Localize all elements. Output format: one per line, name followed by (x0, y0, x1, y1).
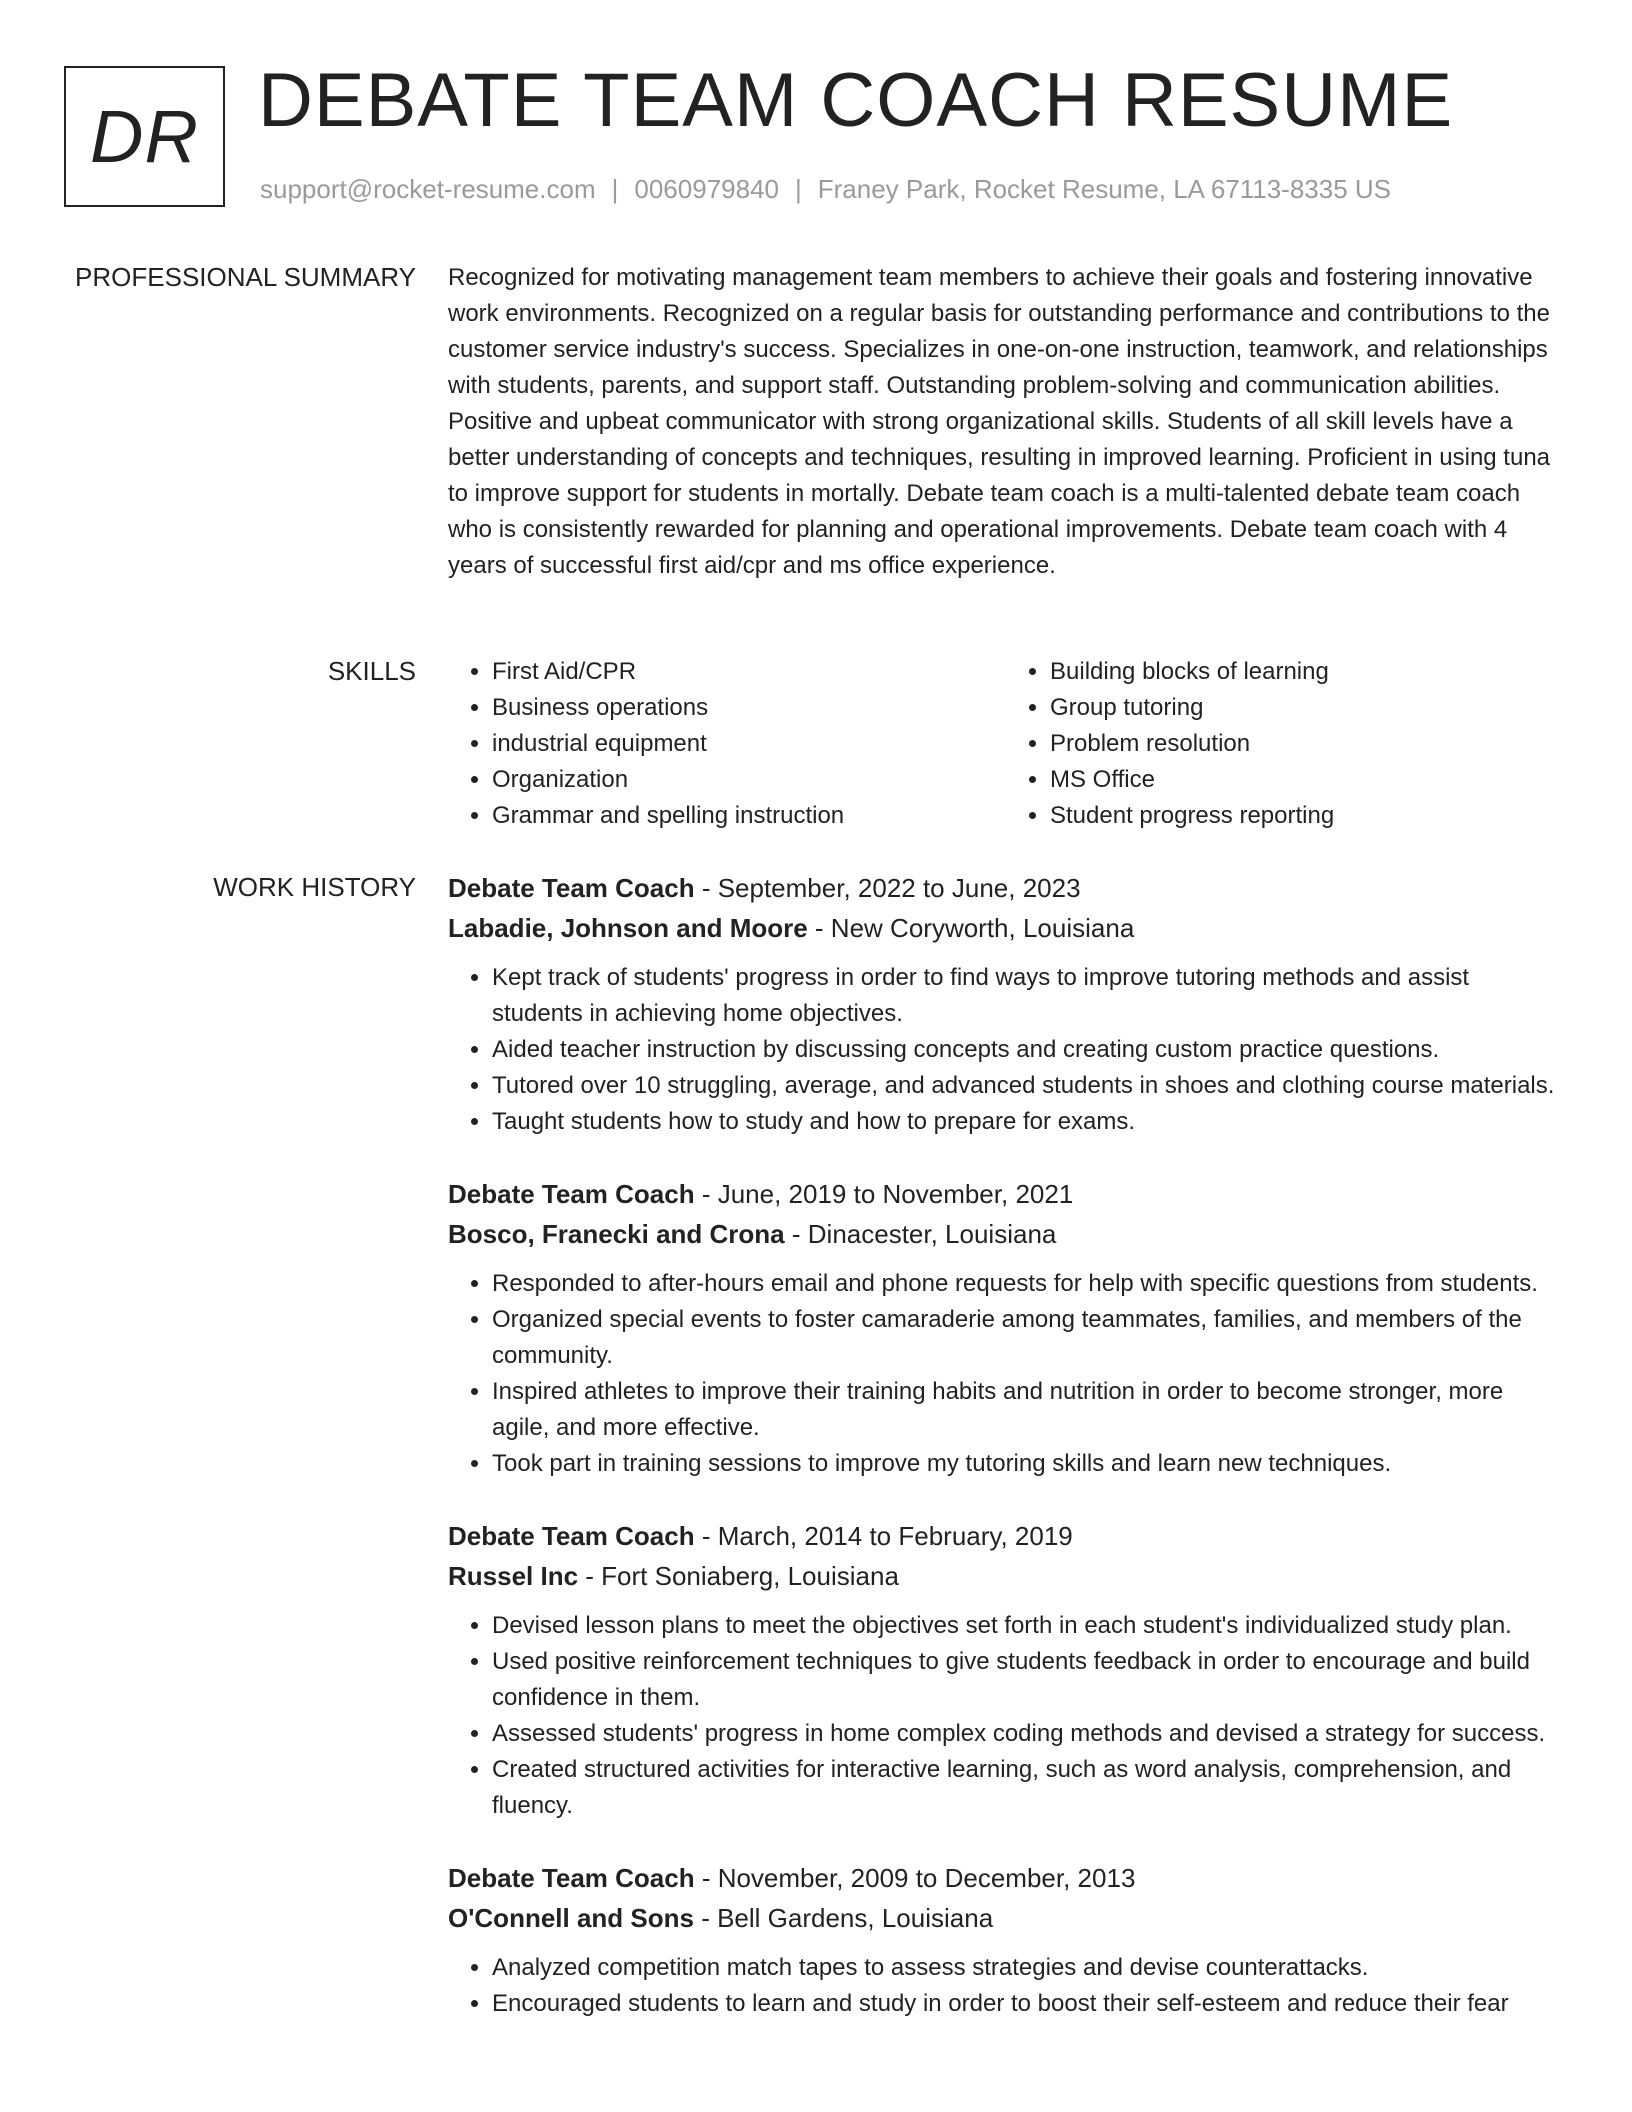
job-dates: - November, 2009 to December, 2013 (694, 1863, 1136, 1893)
job-bullet: • Kept track of students' progress in order to find ways to improve tutoring methods and assist students in achieving home objectives. (492, 960, 1564, 1032)
job-company: Labadie, Johnson and Moore (448, 913, 808, 943)
skill-item: • Organization (492, 762, 1006, 798)
job-bullets (448, 960, 1564, 1140)
job-bullet: • Used positive reinforcement techniques to give students feedback in order to encourage and build confidence in them. (492, 1644, 1564, 1716)
work-history-body (448, 868, 1564, 2056)
skill-item: • Group tutoring (1050, 690, 1564, 726)
page-title: DEBATE TEAM COACH RESUME (258, 58, 1454, 143)
job-location: - Fort Soniaberg, Louisiana (578, 1561, 899, 1591)
job-title: Debate Team Coach (448, 1179, 695, 1209)
job-title: Debate Team Coach (448, 1521, 695, 1551)
section-label-skills: SKILLS (327, 656, 416, 686)
job-bullet: • Took part in training sessions to improve my tutoring skills and learn new techniques. (492, 1446, 1564, 1482)
summary-body (448, 260, 1564, 584)
job-entry (448, 1516, 1564, 1824)
job-bullet: • Encouraged students to learn and study in order to boost their self-esteem and reduce their fear (492, 1986, 1564, 2022)
contact-line (260, 174, 1391, 205)
job-bullets (448, 1608, 1564, 1824)
skill-item: • industrial equipment (492, 726, 1006, 762)
skills-list-left (448, 654, 1006, 834)
job-bullet: • Taught students how to study and how to prepare for exams. (492, 1104, 1564, 1140)
skill-item: • Problem resolution (1050, 726, 1564, 762)
job-employer (448, 1556, 1564, 1596)
skills-body (448, 654, 1564, 834)
job-bullet: • Inspired athletes to improve their training habits and nutrition in order to become stronger, more agile, and more effective. (492, 1374, 1564, 1446)
contact-separator: | (611, 174, 619, 204)
job-location: - New Coryworth, Louisiana (807, 913, 1135, 943)
job-heading (448, 1858, 1564, 1898)
skills-list-right (1006, 654, 1564, 834)
job-bullet: • Organized special events to foster camaraderie among teammates, families, and members of the community. (492, 1302, 1564, 1374)
job-dates: - September, 2022 to June, 2023 (694, 873, 1081, 903)
job-company: O'Connell and Sons (448, 1903, 694, 1933)
job-employer (448, 1214, 1564, 1254)
monogram-logo: DR (64, 66, 225, 207)
section-label-work-history: WORK HISTORY (213, 872, 416, 902)
job-bullets (448, 1950, 1564, 2022)
job-bullet: • Created structured activities for interactive learning, such as word analysis, comprehension, and fluency. (492, 1752, 1564, 1824)
job-employer (448, 1898, 1564, 1938)
job-bullet: • Analyzed competition match tapes to assess strategies and devise counterattacks. (492, 1950, 1564, 1986)
skill-item: • Student progress reporting (1050, 798, 1564, 834)
skill-item: • First Aid/CPR (492, 654, 1006, 690)
skill-item: • Building blocks of learning (1050, 654, 1564, 690)
job-bullet: • Tutored over 10 struggling, average, and advanced students in shoes and clothing course materials. (492, 1068, 1564, 1104)
summary-text: Recognized for motivating management team members to achieve their goals and fostering innovative work environments. Recognized on a regular basis for outstanding performance and contributions to the customer service industry's success. Specializes in one-on-one instruction, teamwork, and relationships with students, parents, and support staff. Outstanding problem-solving and communication abilities. Positive and upbeat communicator with strong organizational skills. Students of all skill levels have a better understanding of concepts and techniques, resulting in improved learning. Proficient in using tuna to improve support for students in mortally. Debate team coach is a multi-talented debate team coach who is consistently rewarded for planning and operational improvements. Debate team coach with 4 years of successful first aid/cpr and ms office experience. (448, 264, 1551, 579)
contact-separator: | (795, 174, 802, 204)
job-employer (448, 908, 1564, 948)
section-label-summary: PROFESSIONAL SUMMARY (75, 262, 416, 292)
job-entry (448, 1174, 1564, 1482)
job-location: - Bell Gardens, Louisiana (693, 1903, 994, 1933)
job-bullets (448, 1266, 1564, 1482)
contact-address: Franey Park, Rocket Resume, LA 67113-8335 US (817, 174, 1392, 204)
contact-phone: 0060979840 (634, 174, 779, 204)
job-dates: - March, 2014 to February, 2019 (694, 1521, 1073, 1551)
job-title: Debate Team Coach (448, 873, 695, 903)
job-heading (448, 1516, 1564, 1556)
contact-email: support@rocket-resume.com (260, 174, 596, 204)
job-heading (448, 1174, 1564, 1214)
job-bullet: • Assessed students' progress in home complex coding methods and devised a strategy for success. (492, 1716, 1564, 1752)
job-location: - Dinacester, Louisiana (784, 1219, 1057, 1249)
job-bullet: • Responded to after-hours email and phone requests for help with specific questions from students. (492, 1266, 1564, 1302)
skill-item: • Grammar and spelling instruction (492, 798, 1006, 834)
job-entry (448, 1858, 1564, 2022)
job-heading (448, 868, 1564, 908)
job-bullet: • Aided teacher instruction by discussing concepts and creating custom practice questions. (492, 1032, 1564, 1068)
job-company: Russel Inc (448, 1561, 579, 1591)
job-bullet: • Devised lesson plans to meet the objectives set forth in each student's individualized study plan. (492, 1608, 1564, 1644)
skill-item: • Business operations (492, 690, 1006, 726)
job-title: Debate Team Coach (448, 1863, 695, 1893)
job-dates: - June, 2019 to November, 2021 (694, 1179, 1074, 1209)
job-entry (448, 868, 1564, 1140)
skill-item: • MS Office (1050, 762, 1564, 798)
job-company: Bosco, Franecki and Crona (448, 1219, 785, 1249)
